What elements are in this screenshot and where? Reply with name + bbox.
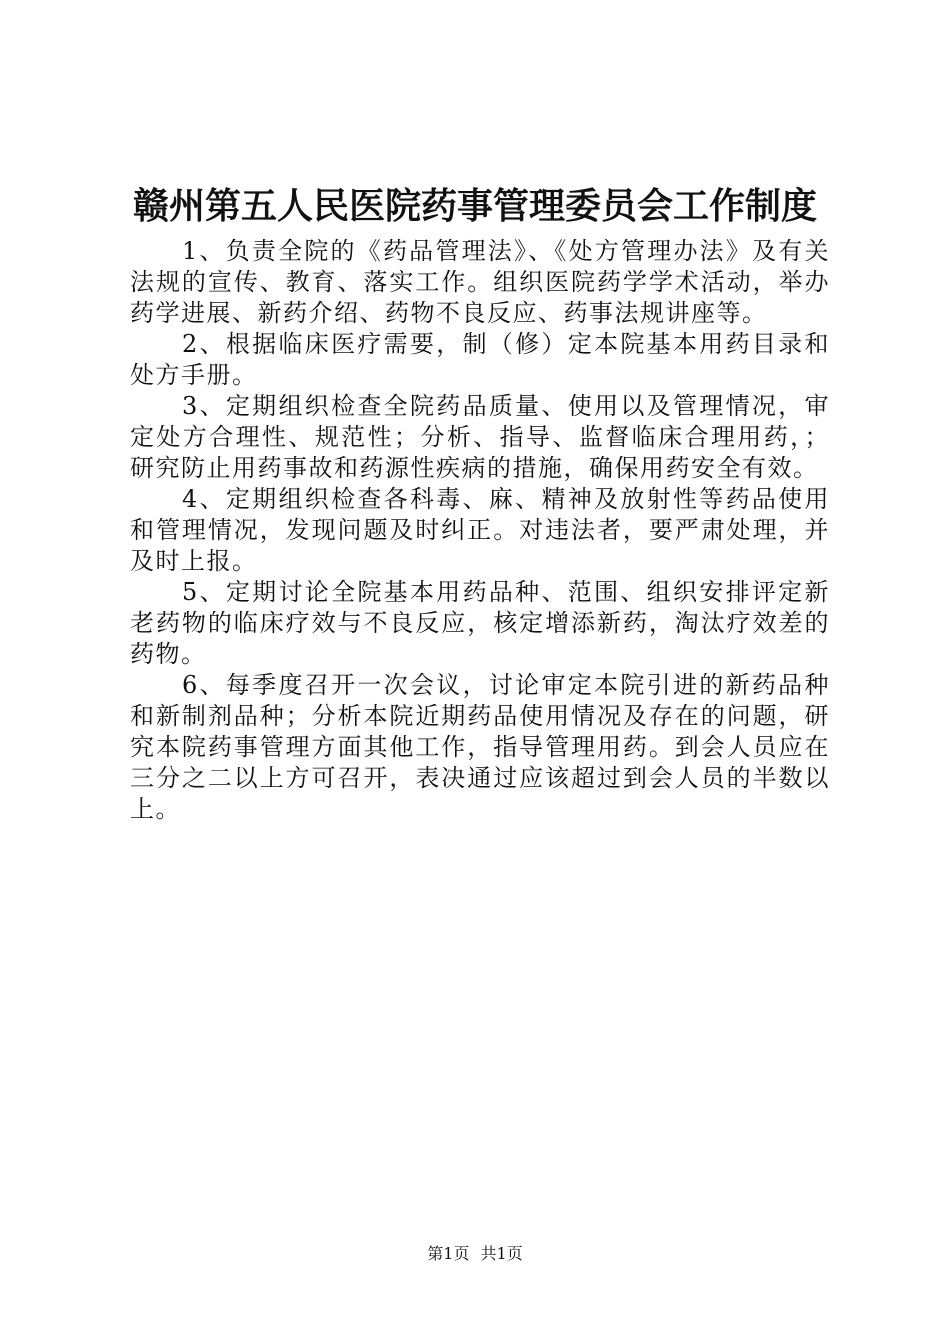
paragraph-4: 4、定期组织检查各科毒、麻、精神及放射性等药品使用和管理情况，发现问题及时纠正。对违法者，要严肃处理，并及时上报。 [130, 485, 830, 575]
page-number-current: 第1页 [427, 1244, 470, 1263]
paragraph-2: 2、根据临床医疗需要，制（修）定本院基本用药目录和处方手册。 [130, 330, 830, 389]
page-footer [0, 1242, 950, 1266]
page-number-total: 共1页 [480, 1244, 523, 1263]
document-body [130, 236, 830, 825]
paragraph-3: 3、定期组织检查全院药品质量、使用以及管理情况，审定处方合理性、规范性；分析、指导、监督临床合理用药，；研究防止用药事故和药源性疾病的措施，确保用药安全有效。 [130, 392, 830, 482]
paragraph-1: 1、负责全院的《药品管理法》、《处方管理办法》及有关法规的宣传、教育、落实工作。组织医院药学学术活动，举办药学进展、新药介绍、药物不良反应、药事法规讲座等。 [130, 237, 830, 327]
paragraph-5: 5、定期讨论全院基本用药品种、范围、组织安排评定新老药物的临床疗效与不良反应，核定增添新药，淘汰疗效差的药物。 [130, 578, 830, 668]
paragraph-6: 6、每季度召开一次会议，讨论审定本院引进的新药品种和新制剂品种；分析本院近期药品使用情况及存在的问题，研究本院药事管理方面其他工作，指导管理用药。到会人员应在三分之二以上方可召开，表决通过应该超过到会人员的半数以上。 [130, 671, 830, 823]
document-title: 赣州第五人民医院药事管理委员会工作制度 [132, 185, 817, 227]
